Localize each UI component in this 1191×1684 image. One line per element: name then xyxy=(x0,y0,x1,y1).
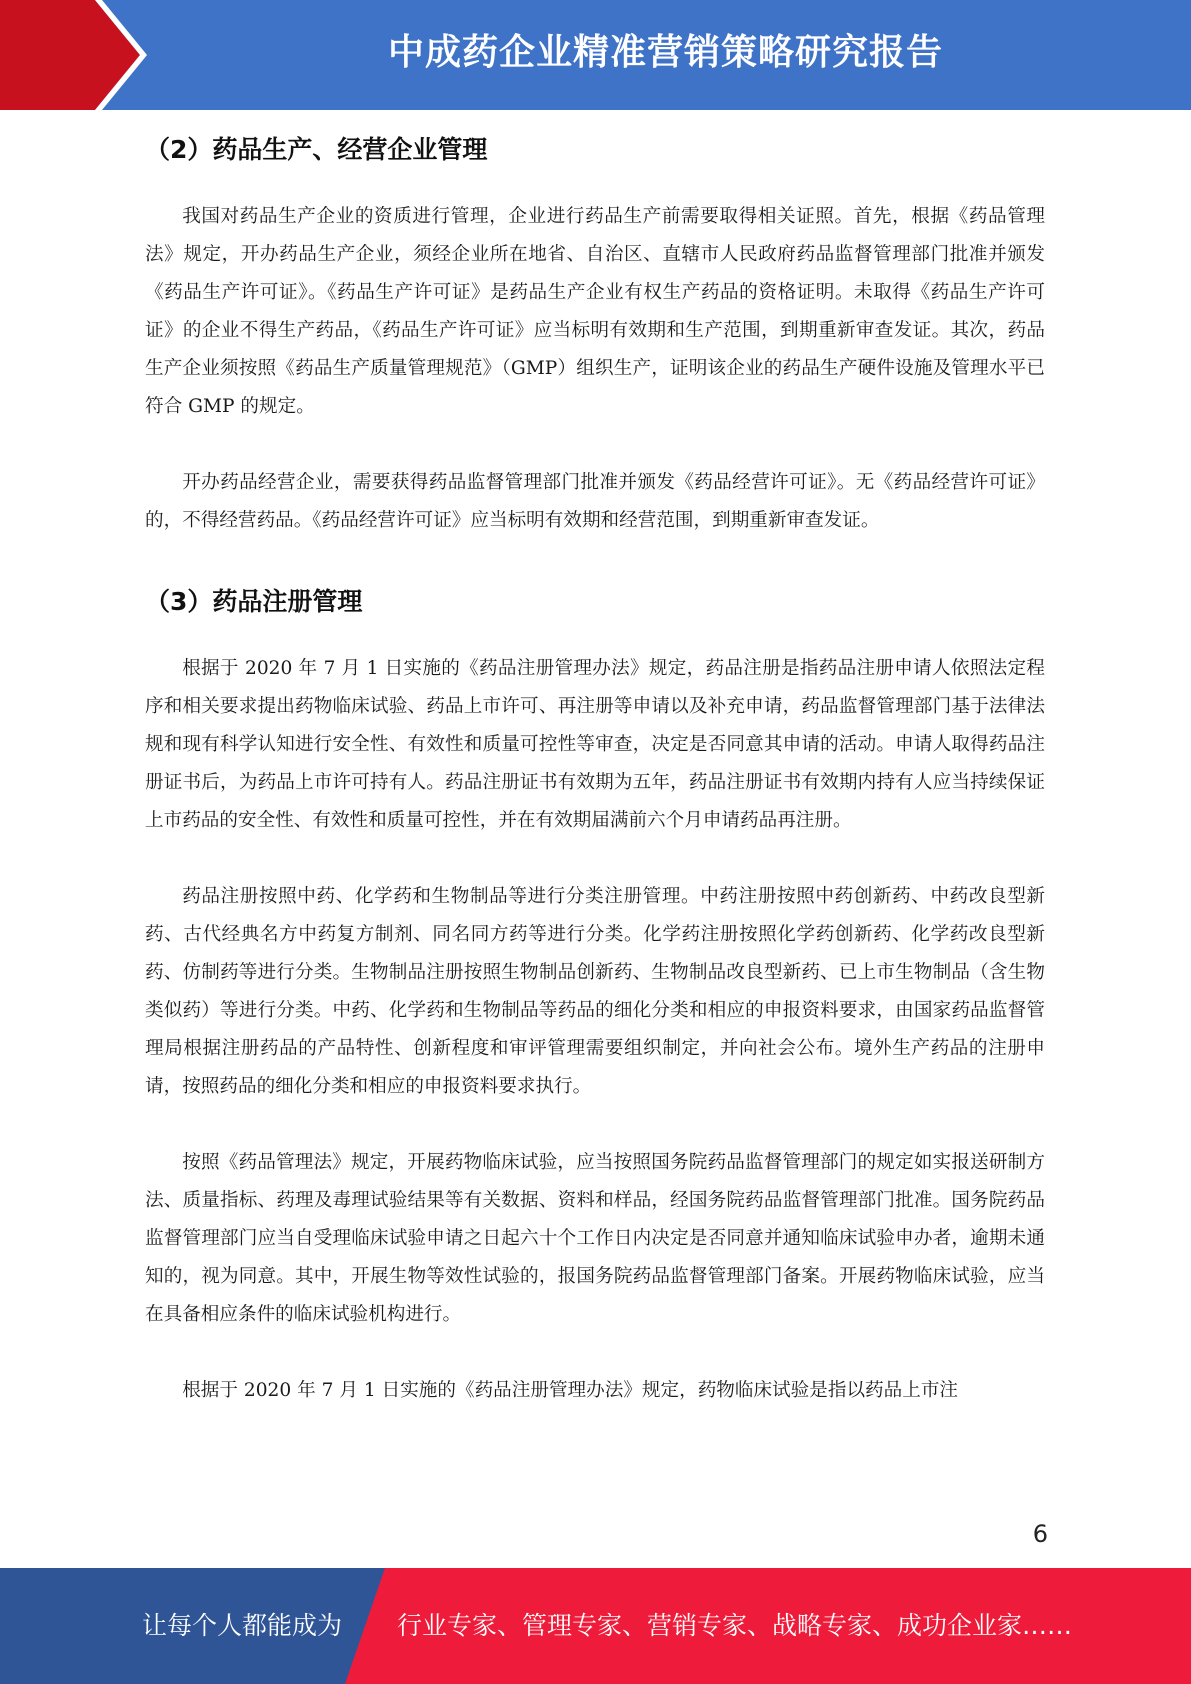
footer-banner xyxy=(0,1568,1191,1684)
section-heading-registration-management: （3）药品注册管理 xyxy=(145,587,363,616)
footer-slogan-left: 让每个人都能成为 xyxy=(142,1611,343,1640)
document-body xyxy=(145,128,1045,1410)
header-red-arrow xyxy=(0,0,140,110)
paragraph: 根据于 2020 年 7 月 1 日实施的《药品注册管理办法》规定，药品注册是指药品注册申请人依照法定程序和相关要求提出药物临床试验、药品上市许可、再注册等申请以及补充申请，药品监督管理部门基于法律法规和现有科学认知进行安全性、有效性和质量可控性等审查，决定是否同意其申请的活动。申请人取得药品注册证书后，为药品上市许可持有人。药品注册证书有效期为五年，药品注册证书有效期内持有人应当持续保证上市药品的安全性、有效性和质量可控性，并在有效期届满前六个月申请药品再注册。 xyxy=(145,658,1045,831)
footer-slogan-right: 行业专家、管理专家、营销专家、战略专家、成功企业家…… xyxy=(397,1611,1073,1640)
section-heading-production-management: （2）药品生产、经营企业管理 xyxy=(145,135,488,164)
paragraph: 根据于 2020 年 7 月 1 日实施的《药品注册管理办法》规定，药物临床试验是指以药品上市注 xyxy=(182,1380,959,1401)
page-number: 6 xyxy=(1032,1520,1048,1548)
header-arrow-decoration xyxy=(0,0,160,110)
paragraph: 我国对药品生产企业的资质进行管理，企业进行药品生产前需要取得相关证照。首先，根据《药品管理法》规定，开办药品生产企业，须经企业所在地省、自治区、直辖市人民政府药品监督管理部门批准并颁发《药品生产许可证》。《药品生产许可证》是药品生产企业有权生产药品的资格证明。未取得《药品生产许可证》的企业不得生产药品，《药品生产许可证》应当标明有效期和生产范围，到期重新审查发证。其次，药品生产企业须按照《药品生产质量管理规范》（GMP）组织生产，证明该企业的药品生产硬件设施及管理水平已符合 GMP 的规定。 xyxy=(145,206,1045,417)
paragraph: 开办药品经营企业，需要获得药品监督管理部门批准并颁发《药品经营许可证》。无《药品经营许可证》的，不得经营药品。《药品经营许可证》应当标明有效期和经营范围，到期重新审查发证。 xyxy=(145,472,1045,531)
report-title: 中成药企业精准营销策略研究报告 xyxy=(387,32,943,73)
paragraph: 按照《药品管理法》规定，开展药物临床试验，应当按照国务院药品监督管理部门的规定如实报送研制方法、质量指标、药理及毒理试验结果等有关数据、资料和样品，经国务院药品监督管理部门批准。国务院药品监督管理部门应当自受理临床试验申请之日起六十个工作日内决定是否同意并通知临床试验申办者，逾期未通知的，视为同意。其中，开展生物等效性试验的，报国务院药品监督管理部门备案。开展药物临床试验，应当在具备相应条件的临床试验机构进行。 xyxy=(145,1152,1045,1325)
header-banner xyxy=(0,0,1191,110)
paragraph: 药品注册按照中药、化学药和生物制品等进行分类注册管理。中药注册按照中药创新药、中药改良型新药、古代经典名方中药复方制剂、同名同方药等进行分类。化学药注册按照化学药创新药、化学药改良型新药、仿制药等进行分类。生物制品注册按照生物制品创新药、生物制品改良型新药、已上市生物制品（含生物类似药）等进行分类。中药、化学药和生物制品等药品的细化分类和相应的申报资料要求，由国家药品监督管理局根据注册药品的产品特性、创新程度和审评管理需要组织制定，并向社会公布。境外生产药品的注册申请，按照药品的细化分类和相应的申报资料要求执行。 xyxy=(145,886,1045,1097)
